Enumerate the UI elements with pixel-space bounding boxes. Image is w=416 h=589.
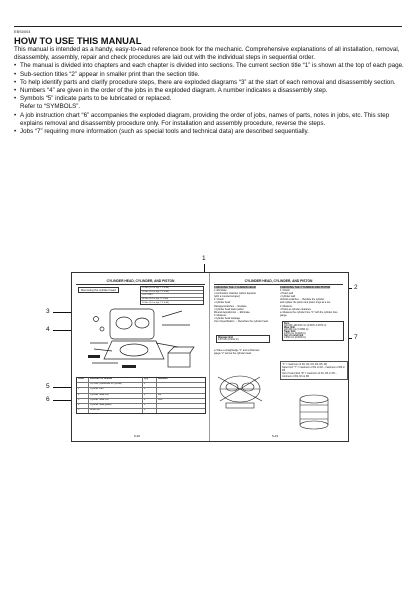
- table-cell: Cylinder head bolt: [89, 394, 143, 398]
- check-cylinder-piston-block: [280, 286, 344, 317]
- formula-box: [280, 361, 348, 380]
- cylinder-bore-illustration: [294, 393, 334, 431]
- text-line: • Combustion chamber carbon deposits: [214, 292, 256, 296]
- text-line: a. Place a straightedge "1" and a thickness: [214, 349, 260, 352]
- spec-row: 38 Nm (3.8 m·kgf, 27 ft·lbf): [141, 298, 203, 302]
- spec-row: 10 Nm (1.0 m·kgf, 7.2 ft·lbf): [141, 291, 203, 295]
- text-line: Out of round limit "R" = maximum of D1, D3 or D5 – minimum of D2, D4 or D6: [282, 372, 337, 379]
- table-cell: [157, 404, 205, 408]
- text-line: Damage/scratches → Replace.: [214, 304, 248, 308]
- right-page-number: 5-23: [272, 434, 279, 438]
- bullet-item: • To help identify parts and clarify procedure steps, there are exploded diagrams “3” at the start of each removal and disassembly section.: [14, 79, 404, 87]
- text-line: Taper limit "T" = maximum of D1 or D2 – maximum of D5 or D6: [282, 366, 345, 373]
- callout-1: 1: [202, 255, 206, 262]
- table-cell: Oil hose (crankcase to cylinder): [89, 383, 143, 387]
- section-code: EBS0004: [14, 30, 31, 34]
- table-cell: 2: [143, 409, 157, 413]
- bullet-item: • Numbers “4” are given in the order of the jobs in the exploded diagram. A number indicates a disassembly step.: [14, 87, 404, 95]
- spec-row: LOCTITE®: [141, 294, 203, 298]
- table-cell: [77, 383, 89, 387]
- text-line: and replace the piston and piston rings as a set.: [280, 301, 331, 305]
- text-line: • Cylinder head: [214, 301, 231, 305]
- spec-label: Out of round limit: [284, 335, 304, 337]
- table-cell: 3: [77, 399, 89, 403]
- text-line: • Cylinder wall: [280, 295, 296, 299]
- spec-label: Bore: [284, 323, 290, 325]
- callout-5: 5: [46, 383, 50, 390]
- text-line: 2. Measure:: [280, 304, 293, 308]
- spec-row: 10 Nm (1.0 m·kgf, 7.2 ft·lbf): [142, 301, 169, 304]
- table-cell: M8: [158, 393, 162, 396]
- table-header-cell: Q'ty: [143, 378, 157, 382]
- table-header-cell: Remarks: [158, 378, 168, 380]
- text-line: Out of specification → Resurface the cylinder head.: [214, 320, 269, 324]
- text-line: a. Measure the cylinder bore "C" with the cylinder bore gauge.: [280, 310, 338, 317]
- callout-6: 6: [46, 396, 50, 403]
- text-line: 2. Check:: [214, 298, 225, 302]
- text-line: • Cylinder head water jacket: [214, 307, 244, 311]
- spec-value: 0.050 mm (0.0020 in): [284, 333, 306, 335]
- text-line: Mineral deposits/rust → Eliminate.: [214, 310, 251, 314]
- spec-value: 100.000–100.010 mm (3.9370–3.9374 in): [284, 325, 327, 327]
- left-subsection-title: Removing the cylinder head: [78, 287, 119, 293]
- text-line: "C" = maximum of D1, D2, D3, D4, D5, D6: [282, 363, 327, 366]
- bullet-item: • Jobs “7” requiring more information (such as special tools and technical data) are described sequentially.: [14, 128, 404, 136]
- check-piston-title: CHECKING THE CYLINDER AND PISTON: [280, 286, 331, 289]
- spec-value: 0.050 mm (0.0020 in): [284, 337, 306, 339]
- text-line: 1. Check:: [280, 289, 291, 293]
- bore-spec-box: [282, 321, 344, 341]
- table-cell: 1: [143, 388, 157, 392]
- table-header-cell: Job/Parts to remove: [89, 378, 143, 382]
- cylinder-head-measurement-illustration: [216, 369, 264, 411]
- table-cell: 1: [143, 383, 157, 387]
- callout-4: 4: [46, 326, 50, 333]
- text-line: • Cylinder head warpage: [214, 316, 241, 320]
- spec-label: Taper limit: [284, 331, 296, 333]
- bullet-list: [14, 62, 404, 136]
- exploded-diagram: [82, 303, 202, 375]
- callout-2: 2: [354, 284, 358, 291]
- table-cell: Cylinder head bolt: [89, 399, 143, 403]
- bullet-item: • A job instruction chart “6” accompanies the exploded diagram, providing the order of jobs, names of parts, notes in jobs, etc. This step explains removal and disassembly procedure only. For installation and assembly procedure, reverse the steps.: [14, 112, 404, 128]
- spec-label: Wear limit: [284, 327, 295, 329]
- table-cell: Cylinder stud: [89, 388, 143, 392]
- left-page-header: CYLINDER HEAD, CYLINDER, AND PISTON: [76, 279, 205, 285]
- spec-row: 10 Nm (1.0 m·kgf, 7.2 ft·lbf): [141, 287, 203, 291]
- text-line: Vertical scratches → Replace the cylinder,: [280, 298, 325, 302]
- text-line: 1. Eliminate:: [214, 289, 228, 293]
- table-cell: [157, 409, 205, 413]
- right-page-header: CYLINDER HEAD, CYLINDER, AND PISTON: [214, 279, 343, 285]
- callout-7: 7: [354, 334, 358, 341]
- text-line: gauge "2" across the cylinder head.: [214, 352, 252, 356]
- header-rule: [14, 26, 402, 27]
- manual-spread-frame: [71, 272, 349, 442]
- text-line: (with a rounded scraper): [214, 295, 240, 299]
- bullet-item: • The manual is divided into chapters and each chapter is divided into sections. The current section title “1” is shown at the top of each page.: [14, 62, 404, 70]
- note-block: [214, 349, 276, 355]
- table-cell: 4: [77, 404, 89, 408]
- example-manual-spread: [46, 255, 360, 452]
- check-cylinder-head-title: CHECKING THE CYLINDER HEAD: [214, 286, 256, 289]
- table-cell: M12: [158, 398, 163, 401]
- warpage-title: Warpage limit: [218, 337, 233, 339]
- table-cell: Cylinder head gasket: [89, 404, 143, 408]
- warpage-spec-box: [216, 335, 270, 343]
- left-page: [72, 273, 210, 441]
- table-header-cell: Order: [77, 378, 89, 382]
- callout-3: 3: [46, 308, 50, 315]
- table-cell: 1: [77, 388, 89, 392]
- table-cell: 4: [143, 394, 157, 398]
- text-line: 3. Measure:: [214, 313, 227, 317]
- table-cell: [157, 388, 205, 392]
- table-cell: 2: [143, 399, 157, 403]
- left-page-number: 5-20: [134, 434, 141, 438]
- job-instruction-chart: [76, 377, 206, 414]
- table-cell: [157, 383, 205, 387]
- warpage-value: 0.03 mm (0.0012 in): [218, 339, 239, 341]
- bullet-item: • Symbols “5” indicate parts to be lubricated or replaced. Refer to “SYMBOLS”.: [14, 95, 404, 111]
- check-cylinder-head-block: [214, 286, 278, 323]
- intro-paragraph: This manual is intended as a handy, easy-to-read reference book for the mechanic. Comprehensive explanations of all installation, removal, disassembly, assembly, repair and check procedures are laid out with the individual steps in sequential order.: [14, 46, 400, 62]
- right-page: [210, 273, 347, 441]
- table-row: [77, 409, 205, 413]
- table-cell: Dowel pin: [89, 409, 143, 413]
- spec-value: 100.060 mm (3.9394 in): [284, 329, 309, 331]
- table-cell: 2: [77, 394, 89, 398]
- text-line: • Piston wall: [280, 292, 293, 296]
- bullet-item: • Sub-section titles “2” appear in smaller print than the section title.: [14, 71, 404, 79]
- page-title: HOW TO USE THIS MANUAL: [14, 35, 142, 46]
- table-cell: 5: [77, 409, 89, 413]
- table-cell: 1: [143, 404, 157, 408]
- text-line: • Piston-to-cylinder clearance: [280, 307, 311, 311]
- body-text: [14, 46, 404, 136]
